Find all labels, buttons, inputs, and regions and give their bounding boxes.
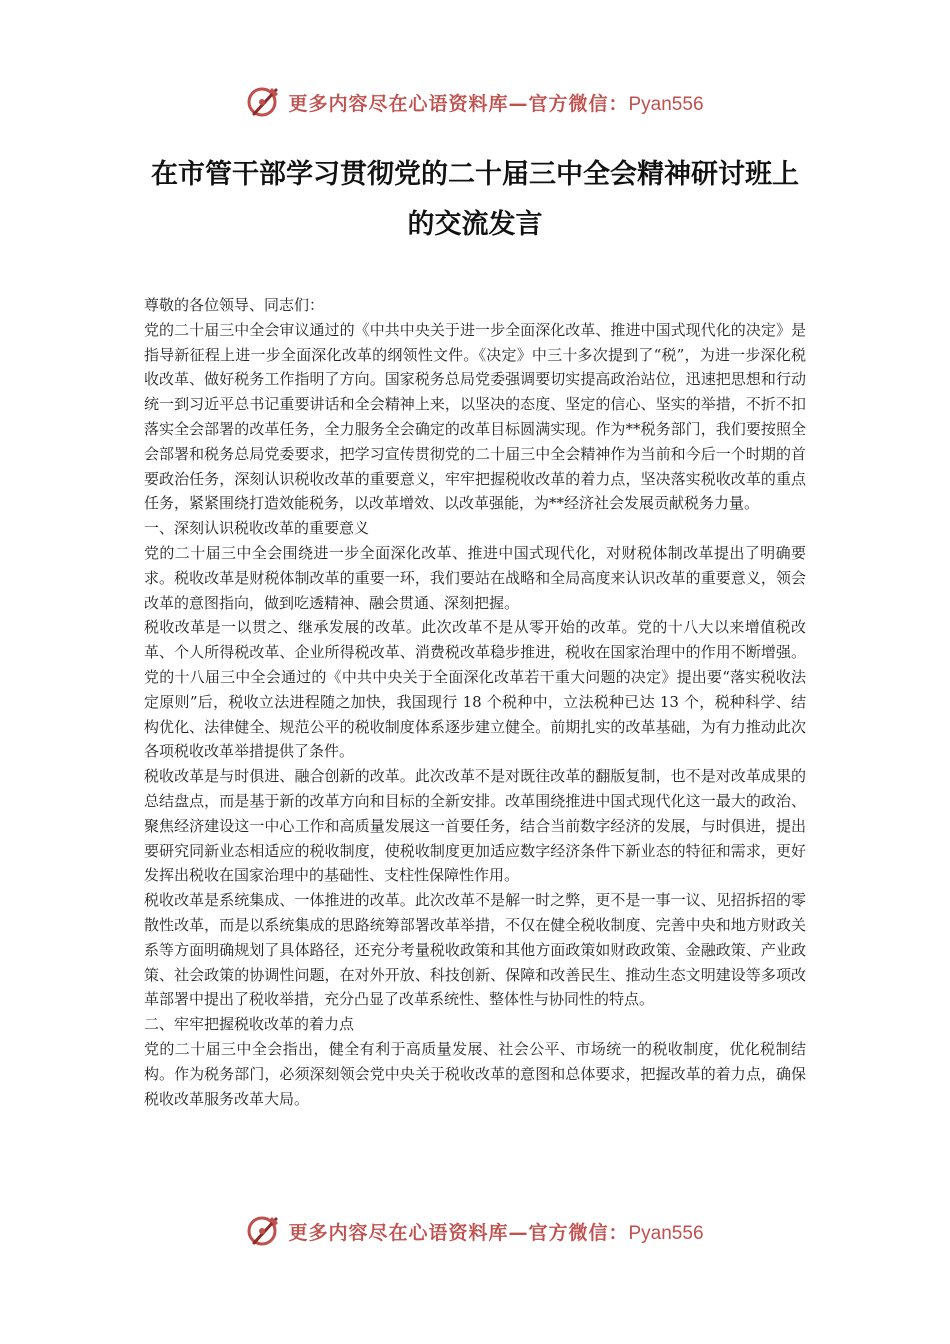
section-heading: 二、牢牢把握税收改革的着力点	[144, 1015, 355, 1034]
document-title: 在市管干部学习贯彻党的二十届三中全会精神研讨班上的交流发言	[151, 159, 799, 240]
paragraph: 党的二十届三中全会围绕进一步全面深化改革、推进中国式现代化，对财税体制改革提出了明确要求。税收改革是财税体制改革的重要一环，我们要站在战略和全局高度来认识改革的重要意义，领会改革的意图指向，做到吃透精神、融会贯通、深刻把握。	[144, 543, 806, 612]
document-body	[144, 293, 806, 1111]
watermark-header	[0, 82, 950, 122]
watermark-text: 更多内容尽在心语资料库—官方微信：Pyan556	[288, 1221, 704, 1244]
pen-logo-icon	[246, 1213, 282, 1249]
paragraph: 党的二十届三中全会审议通过的《中共中央关于进一步全面深化改革、推进中国式现代化的决定》是指导新征程上进一步全面深化改革的纲领性文件。《决定》中三十多次提到了“税”，为进一步深化税收改革、做好税务工作指明了方向。国家税务总局党委强调要切实提高政治站位，迅速把思想和行动统一到习近平总书记重要讲话和全会精神上来，以坚决的态度、坚定的信心、坚实的举措，不折不扣落实全会部署的改革任务，全力服务全会确定的改革目标圆满实现。作为**税务部门，我们要按照全会部署和税务总局党委要求，把学习宣传贯彻党的二十届三中全会精神作为当前和今后一个时期的首要政治任务，深刻认识税收改革的重要意义，牢牢把握税收改革的着力点，坚决落实税收改革的重点任务，紧紧围绕打造效能税务，以改革增效、以改革强能，为**经济社会发展贡献税务力量。	[144, 320, 806, 513]
paragraph: 税收改革是一以贯之、继承发展的改革。此次改革不是从零开始的改革。党的十八大以来增值税改革、个人所得税改革、企业所得税改革、消费税改革稳步推进，税收在国家治理中的作用不断增强。党的十八届三中全会通过的《中共中央关于全面深化改革若干重大问题的决定》提出要“落实税收法定原则”后，税收立法进程随之加快，我国现行 18 个税种中，立法税种已达 13 个，税种科学、结构优化、法律健全、规范公平的税收制度体系逐步建立健全。前期扎实的改革基础，为有力推动此次各项税收改革举措提供了条件。	[144, 618, 806, 761]
section-heading: 一、深刻认识税收改革的重要意义	[144, 519, 370, 538]
salutation: 尊敬的各位领导、同志们：	[144, 296, 325, 314]
pen-logo-icon	[246, 84, 282, 120]
paragraph: 税收改革是与时俱进、融合创新的改革。此次改革不是对既往改革的翻版复制，也不是对改革成果的总结盘点，而是基于新的改革方向和目标的全新安排。改革围绕推进中国式现代化这一最大的政治、聚焦经济建设这一中心工作和高质量发展这一首要任务，结合当前数字经济的发展，与时俱进，提出要研究同新业态相适应的税收制度，使税收制度更加适应数字经济条件下新业态的特征和需求，更好发挥出税收在国家治理中的基础性、支柱性保障性作用。	[144, 767, 806, 885]
paragraph: 税收改革是系统集成、一体推进的改革。此次改革不是解一时之弊，更不是一事一议、见招拆招的零散性改革，而是以系统集成的思路统筹部署改革举措，不仅在健全税收制度、完善中央和地方财政关系等方面明确规划了具体路径，还充分考量税收政策和其他方面政策如财政政策、金融政策、产业政策、社会政策的协调性问题，在对外开放、科技创新、保障和改善民生、推动生态文明建设等多项改革部署中提出了税收举措，充分凸显了改革系统性、整体性与协同性的特点。	[144, 891, 806, 1009]
paragraph: 党的二十届三中全会指出，健全有利于高质量发展、社会公平、市场统一的税收制度，优化税制结构。作为税务部门，必须深刻领会党中央关于税收改革的意图和总体要求，把握改革的着力点，确保税收改革服务改革大局。	[144, 1039, 806, 1108]
watermark-footer	[0, 1211, 950, 1251]
watermark-text: 更多内容尽在心语资料库—官方微信：Pyan556	[288, 92, 704, 115]
